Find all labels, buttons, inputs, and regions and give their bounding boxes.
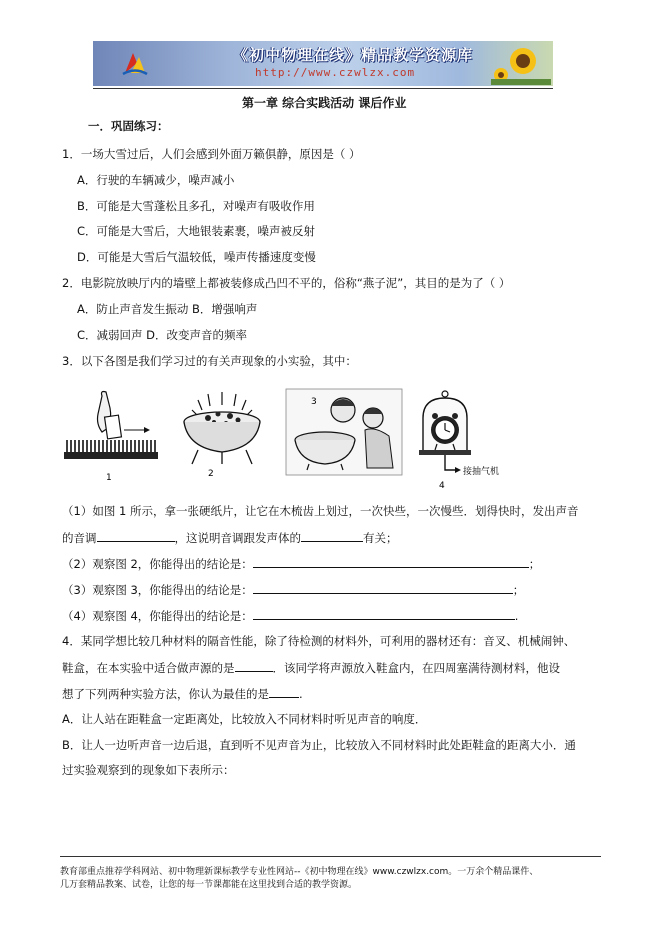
q2-options-ab: A．防止声音发生振动 B．增强响声 [77,302,258,316]
q3-sub1-text-b: ，这说明音调跟发声体的 [174,531,301,545]
q3-sub3 [62,581,524,598]
answer-blank[interactable] [235,659,273,672]
footer-line-1: 教育部重点推荐学科网站、初中物理新课标教学专业性网站--《初中物理在线》www.czwlzx.com。一万余个精品课件、 [60,867,539,877]
q4-line2-text-a: 鞋盒，在本实验中适合做声源的是 [62,661,235,675]
figure-4-label: 4 [439,481,445,491]
q4-line3-text-b: . [299,687,303,701]
q4-line3 [62,685,303,702]
sunflower-icon [491,43,551,85]
q2-options-cd: C．减弱回声 D．改变声音的频率 [77,328,248,342]
section-heading: 一．巩固练习： [88,119,169,133]
q3-sub3-end: ； [512,583,525,597]
q3-sub1-text-a: 的音调 [62,531,97,545]
banner-url: http://www.czwlzx.com [255,66,416,79]
q3-stem: 3．以下各图是我们学习过的有关声现象的小实验，其中： [62,354,357,368]
q4-line3-text-a: 想了下列两种实验方法，你认为最佳的是 [62,687,269,701]
q3-sub2-text: （2）观察图 2，你能得出的结论是： [62,557,253,571]
answer-blank[interactable] [269,685,299,698]
q3-sub2 [62,555,540,572]
q3-sub1-text-c: 有关； [363,531,398,545]
q3-sub4 [62,607,518,624]
answer-blank[interactable] [253,607,515,620]
q3-sub1-line1: （1）如图 1 所示，拿一张硬纸片，让它在木梳齿上划过，一次快些，一次慢些．划得快时，发出声音 [62,504,579,518]
figure-2-drum [178,390,268,485]
page-title: 第一章 综合实践活动 课后作业 [242,96,407,110]
q1-option-a: A．行驶的车辆减少，噪声减小 [77,173,235,187]
footer-rule [60,856,601,857]
q4-option-a: A．让人站在距鞋盒一定距离处，比较放入不同材料时听见声音的响度． [62,712,427,726]
figure-4-bell-jar [415,388,525,492]
figure-4-caption: 接抽气机 [463,467,500,477]
figure-3-label: 3 [311,397,317,407]
q3-sub1-line2 [62,529,398,546]
q3-sub3-text: （3）观察图 3，你能得出的结论是： [62,583,253,597]
q2-stem: 2．电影院放映厅内的墙壁上都被装修成凸凹不平的，俗称“燕子泥”，其目的是为了（ ） [62,276,511,290]
q3-sub4-end: . [514,609,519,623]
q4-line2 [62,659,560,676]
site-logo-icon [121,49,149,77]
figure-2-label: 2 [208,469,214,479]
footer-line-2: 几万套精品教案、试卷，让您的每一节课都能在这里找到合适的教学资源。 [60,880,358,890]
q3-sub2-end: ； [528,557,541,571]
q1-option-d: D．可能是大雪后气温较低，噪声传播速度变慢 [77,250,316,264]
answer-blank[interactable] [97,529,175,542]
figure-1-label: 1 [106,473,112,483]
figure-1-comb [62,388,160,488]
q1-stem: 1．一场大雪过后，人们会感到外面万籁俱静，原因是（ ） [62,147,361,161]
q4-line2-text-b: ．该同学将声源放入鞋盒内，在四周塞满待测材料，他设 [272,661,560,675]
banner-title: 《初中物理在线》精品教学资源库 [233,46,474,64]
q1-option-c: C．可能是大雪后，大地银装素裹，噪声被反射 [77,224,316,238]
figure-3-bowl [285,388,403,476]
header-banner [93,41,553,86]
q4-option-b-line1: B．让人一边听声音一边后退，直到听不见声音为止，比较放入不同材料时此处距鞋盒的距离大小．通 [62,738,576,752]
answer-blank[interactable] [301,529,363,542]
q4-line1: 4．某同学想比较几种材料的隔音性能，除了待检测的材料外，可利用的器材还有：音叉、机械闹钟、 [62,634,576,648]
q4-option-b-line2: 过实验观察到的现象如下表所示： [62,763,235,777]
header-rule [93,88,553,89]
answer-blank[interactable] [253,555,529,568]
answer-blank[interactable] [253,581,513,594]
q3-sub4-text: （4）观察图 4，你能得出的结论是： [62,609,253,623]
q1-option-b: B．可能是大雪蓬松且多孔，对噪声有吸收作用 [77,199,315,213]
